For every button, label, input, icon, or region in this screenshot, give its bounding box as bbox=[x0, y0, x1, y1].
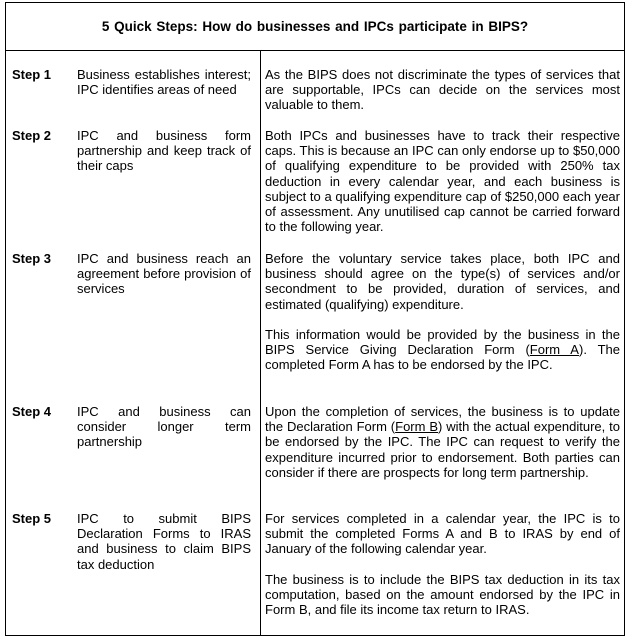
step-description bbox=[265, 251, 620, 372]
step-description bbox=[265, 511, 620, 617]
step-description bbox=[265, 67, 620, 113]
step-label: Step 3 bbox=[12, 251, 52, 266]
column-divider bbox=[260, 51, 261, 635]
step-title: IPC and business form partnership and keep track of their caps bbox=[77, 128, 251, 174]
bips-steps-table bbox=[5, 2, 625, 636]
form-a-link[interactable]: Form A bbox=[529, 342, 579, 358]
description-paragraph: Before the voluntary service takes place, both IPC and business should agree on the type(s) of services and/or secondment to be provided, duration of services, and estimated (qualifying) expenditure. bbox=[265, 251, 620, 312]
description-paragraph: The business is to include the BIPS tax deduction in its tax computation, based on the amount endorsed by the IPC in Form B, and file its income tax return to IRAS. bbox=[265, 571, 620, 618]
step-description bbox=[265, 128, 620, 234]
step-label: Step 1 bbox=[12, 67, 52, 82]
form-b-link[interactable]: Form B bbox=[395, 419, 439, 435]
description-paragraph: Upon the completion of services, the business is to update the Declaration Form (Form B) with the actual expenditure, to be endorsed by the IPC. The IPC can request to verify the expenditure incurred prior to endorsement. Both parties can consider if there are prospects for long term partnership. bbox=[265, 404, 620, 480]
description-paragraph: Both IPCs and businesses have to track their respective caps. This is because an IPC can only endorse up to $50,000 of qualifying expenditure to be provided with 250% tax deduction in every calendar year, and each business is subject to a qualifying expenditure cap of $250,000 each year of assessment. Any unutilised cap cannot be carried forward to the following year. bbox=[265, 128, 620, 235]
description-paragraph: As the BIPS does not discriminate the types of services that are supportable, IPCs can decide on the services most valuable to them. bbox=[265, 67, 620, 113]
step-title: IPC and business reach an agreement before provision of services bbox=[77, 251, 251, 297]
step-title: Business establishes interest; IPC identifies areas of need bbox=[77, 67, 251, 98]
step-label: Step 2 bbox=[12, 128, 52, 143]
table-title: 5 Quick Steps: How do businesses and IPCs participate in BIPS? bbox=[6, 3, 624, 51]
step-label: Step 5 bbox=[12, 511, 52, 526]
step-label: Step 4 bbox=[12, 404, 52, 419]
step-title: IPC and business can consider longer term partnership bbox=[77, 404, 251, 450]
description-paragraph: For services completed in a calendar year, the IPC is to submit the completed Forms A and B to IRAS by end of January of the following calendar year. bbox=[265, 511, 620, 557]
step-description bbox=[265, 404, 620, 480]
description-paragraph: This information would be provided by the business in the BIPS Service Giving Declaration Form (Form A). The completed Form A has to be endorsed by the IPC. bbox=[265, 326, 620, 373]
step-title: IPC to submit BIPS Declaration Forms to IRAS and business to claim BIPS tax deduction bbox=[77, 511, 251, 572]
